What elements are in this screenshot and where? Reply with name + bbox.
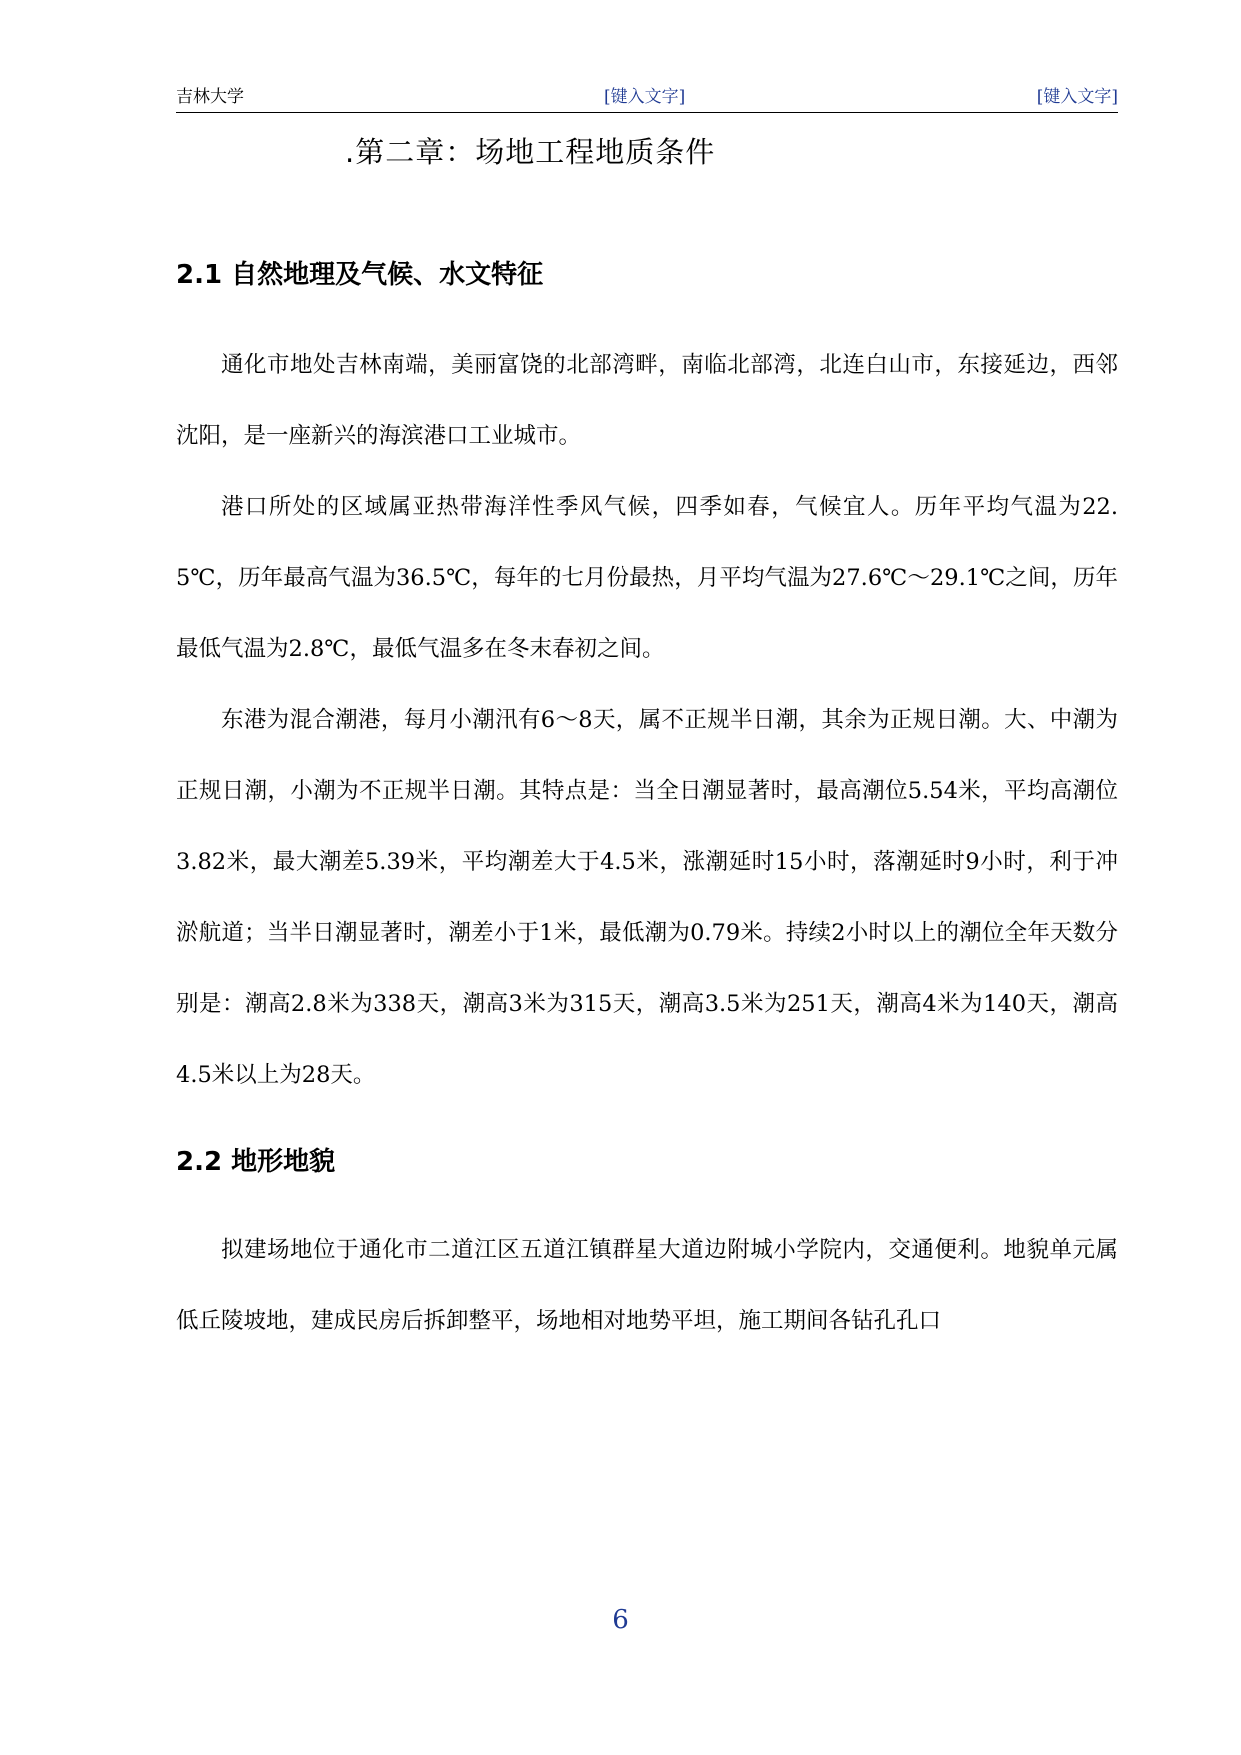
- header-right-placeholder[interactable]: [键入文字]: [1036, 87, 1118, 107]
- section-title-2-1: 2.1 自然地理及气候、水文特征: [176, 260, 544, 290]
- header-center-placeholder[interactable]: [键入文字]: [604, 87, 686, 107]
- paragraph-tide: 东港为混合潮港，每月小潮汛有6～8天，属不正规半日潮，其余为正规日潮。大、中潮为正规日潮，小潮为不正规半日潮。其特点是：当全日潮显著时，最高潮位5.54米，平均高潮位3.82米，最大潮差5.39米，平均潮差大于4.5米，涨潮延时15小时，落潮延时9小时，利于冲淤航道；当半日潮显著时，潮差小于1米，最低潮为0.79米。持续2小时以上的潮位全年天数分别是：潮高2.8米为338天，潮高3米为315天，潮高3.5米为251天，潮高4米为140天，潮高4.5米以上为28天。: [176, 707, 1118, 1088]
- paragraph-climate: 港口所处的区域属亚热带海洋性季风气候，四季如春，气候宜人。历年平均气温为22.5℃，历年最高气温为36.5℃，每年的七月份最热，月平均气温为27.6℃～29.1℃之间，历年最低气温为2.8℃，最低气温多在冬末春初之间。: [176, 494, 1118, 662]
- chapter-title: .第二章：场地工程地质条件: [345, 135, 716, 169]
- page-number: 6: [612, 1605, 629, 1635]
- paragraph-terrain: 拟建场地位于通化市二道江区五道江镇群星大道边附城小学院内，交通便利。地貌单元属低丘陵坡地，建成民房后拆卸整平，场地相对地势平坦，施工期间各钻孔孔口: [176, 1237, 1118, 1334]
- paragraph-location: 通化市地处吉林南端，美丽富饶的北部湾畔，南临北部湾，北连白山市，东接延边，西邻沈阳，是一座新兴的海滨港口工业城市。: [176, 352, 1118, 449]
- section-title-2-2: 2.2 地形地貌: [176, 1147, 336, 1177]
- page-header: [176, 86, 1118, 113]
- header-left-text: 吉林大学: [176, 87, 244, 107]
